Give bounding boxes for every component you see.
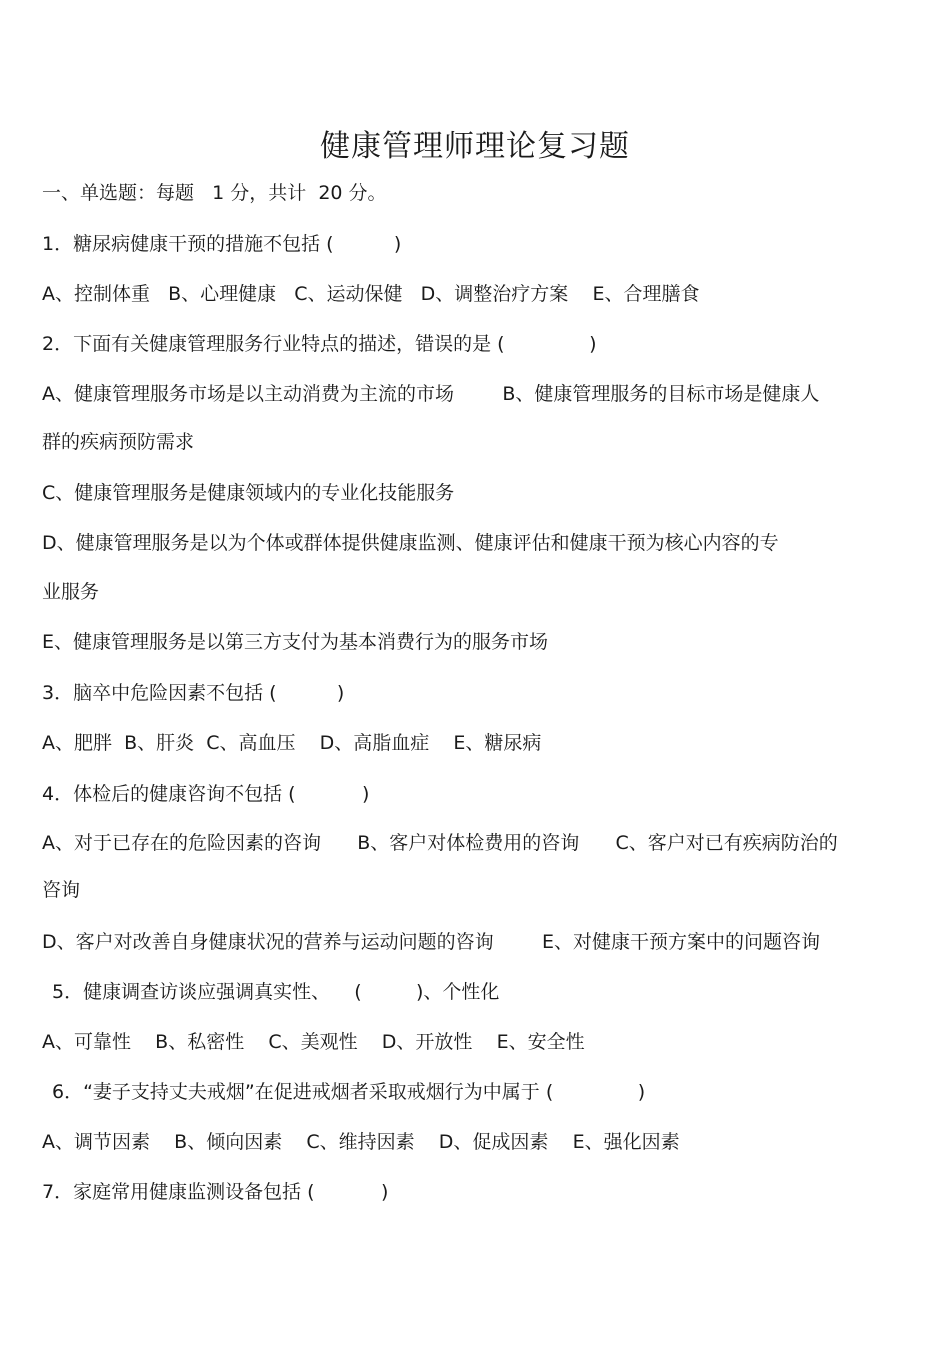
- question-2-option-c: C、健康管理服务是健康领域内的专业化技能服务: [42, 482, 455, 504]
- question-4-option-abc: A、对于已存在的危险因素的咨询 B、客户对体检费用的咨询 C、客户对已有疾病防治的: [42, 832, 838, 854]
- question-2-option-b-continued: 群的疾病预防需求: [42, 431, 195, 453]
- section-header: 一、单选题：每题 1 分，共计 20 分。: [42, 182, 387, 204]
- question-3: 3．脑卒中危险因素不包括 ( ): [42, 682, 345, 704]
- question-7: 7．家庭常用健康监测设备包括 ( ): [42, 1181, 389, 1203]
- question-1-options: A、控制体重 B、心理健康 C、运动保健 D、调整治疗方案 E、合理膳食: [42, 283, 700, 305]
- question-2-option-d-continued: 业服务: [42, 581, 100, 603]
- question-1: 1．糖尿病健康干预的措施不包括 ( ): [42, 233, 402, 255]
- question-2-option-e: E、健康管理服务是以第三方支付为基本消费行为的服务市场: [42, 631, 549, 653]
- question-3-options: A、肥胖 B、肝炎 C、高血压 D、高脂血症 E、糖尿病: [42, 732, 542, 754]
- page-title: 健康管理师理论复习题: [320, 129, 630, 164]
- question-5-options: A、可靠性 B、私密性 C、美观性 D、开放性 E、安全性: [42, 1031, 585, 1053]
- question-2-option-d: D、健康管理服务是以为个体或群体提供健康监测、健康评估和健康干预为核心内容的专: [42, 532, 779, 554]
- question-5: 5．健康调查访谈应强调真实性、 ( )、个性化: [52, 981, 500, 1003]
- question-4: 4．体检后的健康咨询不包括 ( ): [42, 783, 370, 805]
- question-6-options: A、调节因素 B、倾向因素 C、维持因素 D、促成因素 E、强化因素: [42, 1131, 680, 1153]
- question-4-option-de: D、客户对改善自身健康状况的营养与运动问题的咨询 E、对健康干预方案中的问题咨询: [42, 931, 820, 953]
- question-2: 2．下面有关健康管理服务行业特点的描述，错误的是 ( ): [42, 333, 597, 355]
- question-4-option-c-continued: 咨询: [42, 879, 81, 901]
- question-6: 6．“妻子支持丈夫戒烟”在促进戒烟者采取戒烟行为中属于 ( ): [52, 1081, 646, 1103]
- question-2-option-ab: A、健康管理服务市场是以主动消费为主流的市场 B、健康管理服务的目标市场是健康人: [42, 383, 820, 405]
